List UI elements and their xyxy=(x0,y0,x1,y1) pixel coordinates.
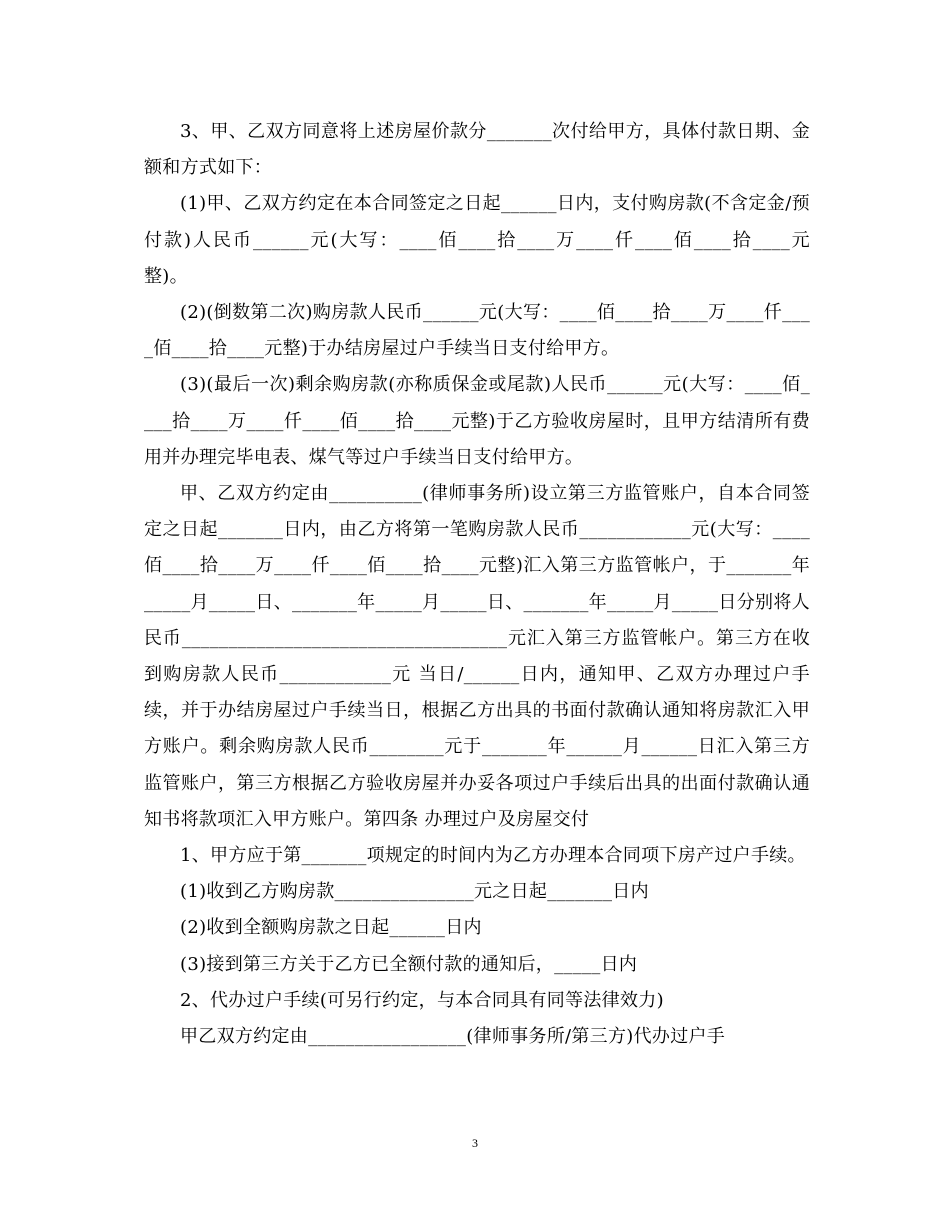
clause-agent-appointment: 甲乙双方约定由_________________(律师事务所/第三方)代办过户手 xyxy=(180,1026,726,1048)
clause-payment-second-last: (2)(倒数第二次)购房款人民币______元(大写：____佰____拾____万____仟____佰____拾____元整)于办结房屋过户手续当日支付给甲方。 xyxy=(144,302,810,360)
clause-transfer-option-3: (3)接到第三方关于乙方已全额付款的通知后，_____日内 xyxy=(180,953,638,975)
clause-agent-transfer: 2、代办过户手续(可另行约定，与本合同具有同等法律效力) xyxy=(180,989,664,1011)
clause-escrow-account: 甲、乙双方约定由__________(律师事务所)设立第三方监管账户，自本合同签定之日起_______日内，由乙方将第一笔购房款人民币____________元(大写：____佰____拾____万____仟____佰____拾____元整)汇入第三方监管帐户，于_______年_____月_____日、_______年_____月_____日、_______年_____月_____日分别将人民币___________________________________元汇入第三方监管帐户。第三方在收到购房款人民币____________元 当日/______日内，通知甲、乙双方办理过户手续，并于办结房屋过户手续当日，根据乙方出具的书面付款确认通知将房款汇入甲方账户。剩余购房款人民币________元于_______年______月______日汇入第三方监管账户，第三方根据乙方验收房屋并办妥各项过户手续后出具的出面付款确认通知书将款项汇入甲方账户。第四条 办理过户及房屋交付 xyxy=(144,483,810,830)
clause-transfer-deadline: 1、甲方应于第_______项规定的时间内为乙方办理本合同项下房产过户手续。 xyxy=(180,845,806,867)
document-body xyxy=(144,114,810,1055)
clause-payment-installments: 3、甲、乙双方同意将上述房屋价款分_______次付给甲方，具体付款日期、金额和方式如下： xyxy=(144,121,810,179)
clause-transfer-option-2: (2)收到全额购房款之日起______日内 xyxy=(180,917,482,939)
clause-transfer-option-1: (1)收到乙方购房款_______________元之日起_______日内 xyxy=(180,881,649,903)
clause-payment-final: (3)(最后一次)剩余购房款(亦称质保金或尾款)人民币______元(大写：____佰____拾____万____仟____佰____拾____元整)于乙方验收房屋时，且甲方结清所有费用并办理完毕电表、煤气等过户手续当日支付给甲方。 xyxy=(144,374,810,468)
clause-payment-first: (1)甲、乙双方约定在本合同签定之日起______日内，支付购房款(不含定金/预付款)人民币______元(大写：____佰____拾____万____仟____佰____拾____元整)。 xyxy=(144,193,810,287)
page-number: 3 xyxy=(472,1136,478,1150)
